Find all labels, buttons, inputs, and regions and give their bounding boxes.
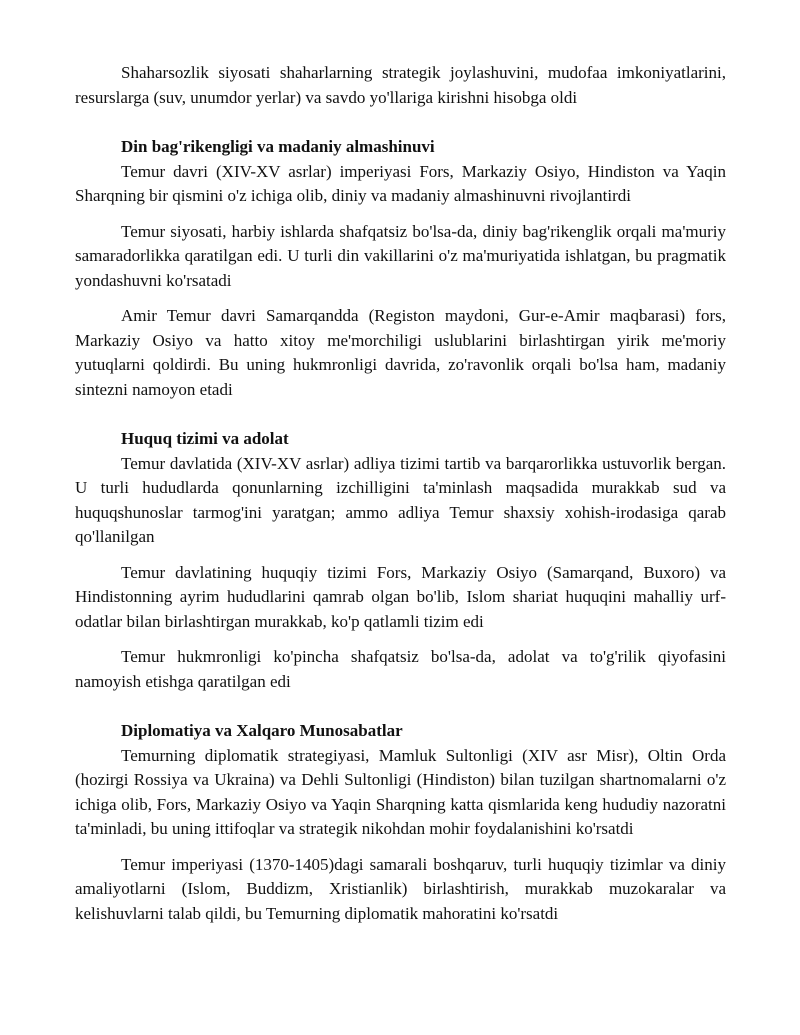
paragraph: Temur hukmronligi ko'pincha shafqatsiz bo'lsa-da, adolat va to'g'rilik qiyofasini namoyish etishga qaratilgan edi [75,647,726,691]
paragraph: Temur davlatida (XIV-XV asrlar) adliya tizimi tartib va barqarorlikka ustuvorlik bergan. U turli hududlarda qonunlarning izchilligini ta'minlash maqsadida murakkab sud va huquqshunoslar tarmog'ini yaratgan; ammo adliya Temur shaxsiy xohish-irodasiga qarab qo'llanilgan [75,453,726,546]
paragraph: Amir Temur davri Samarqandda (Registon maydoni, Gur-e-Amir maqbarasi) fors, Markaziy Osiyo va hatto xitoy me'morchiligi uslublarini birlashtirgan yirik me'moriy yutuqlarni qoldirdi. Bu uning hukmronligi davrida, zo'ravonlik orqali bo'lsa ham, madaniy sintezni namoyon etadi [75,306,726,399]
spacer [75,110,726,124]
spacer [75,124,726,135]
spacer [75,694,726,708]
paragraph: Temur imperiyasi (1370-1405)dagi samarali boshqaruv, turli huquqiy tizimlar va diniy amaliyotlarni (Islom, Buddizm, Xristianlik) birlashtirish, murakkab muzokaralar va kelishuvlarni talab qildi, bu Temurning diplomatik mahoratini ko'rsatdi [75,854,726,923]
section-heading: Diplomatiya va Xalqaro Munosabatlar [121,721,403,740]
paragraph: Temurning diplomatik strategiyasi, Mamluk Sultonligi (XIV asr Misr), Oltin Orda (hozirgi Rossiya va Ukraina) va Dehli Sultonligi (Hindiston) bilan tuzilgan shartnomalarni o'z ichiga olib, Fors, Markaziy Osiyo va Yaqin Sharqning katta qismlarida keng hududiy nazoratni ta'minladi, bu uning ittifoqlar va strategik nikohdan mohir foydalanishini ko'rsatdi [75,745,726,838]
spacer [75,416,726,427]
section-religious-tolerance [75,135,726,402]
section-legal-system [75,427,726,694]
paragraph: Temur davri (XIV-XV asrlar) imperiyasi Fors, Markaziy Osiyo, Hindiston va Yaqin Sharqning bir qismini o'z ichiga olib, diniy va madaniy almashinuvni rivojlantirdi [75,161,726,205]
intro-paragraph: Shaharsozlik siyosati shaharlarning strategik joylashuvini, mudofaa imkoniyatlarini, resurslarga (suv, unumdor yerlar) va savdo yo'llariga kirishni hisobga oldi [75,63,726,107]
spacer [75,550,726,561]
spacer [75,708,726,719]
paragraph: Temur davlatining huquqiy tizimi Fors, Markaziy Osiyo (Samarqand, Buxoro) va Hindistonning ayrim hududlarini qamrab olgan bo'lib, Islom shariat huquqini mahalliy urf-odatlar bilan birlashtirgan murakkab, ko'p qatlamli tizim edi [75,562,726,631]
section-heading: Din bag'rikengligi va madaniy almashinuvi [121,137,435,156]
spacer [75,634,726,645]
paragraph: Temur siyosati, harbiy ishlarda shafqatsiz bo'lsa-da, diniy bag'rikenglik orqali ma'muriy samaradorlikka qaratilgan edi. U turli din vakillarini o'z ma'muriyatida ishlatgan, bu pragmatik yondashuvni ko'rsatadi [75,221,726,290]
spacer [75,293,726,304]
spacer [75,209,726,220]
spacer [75,402,726,416]
section-diplomacy [75,719,726,926]
document-page [75,61,726,926]
spacer [75,842,726,853]
section-heading: Huquq tizimi va adolat [121,429,289,448]
